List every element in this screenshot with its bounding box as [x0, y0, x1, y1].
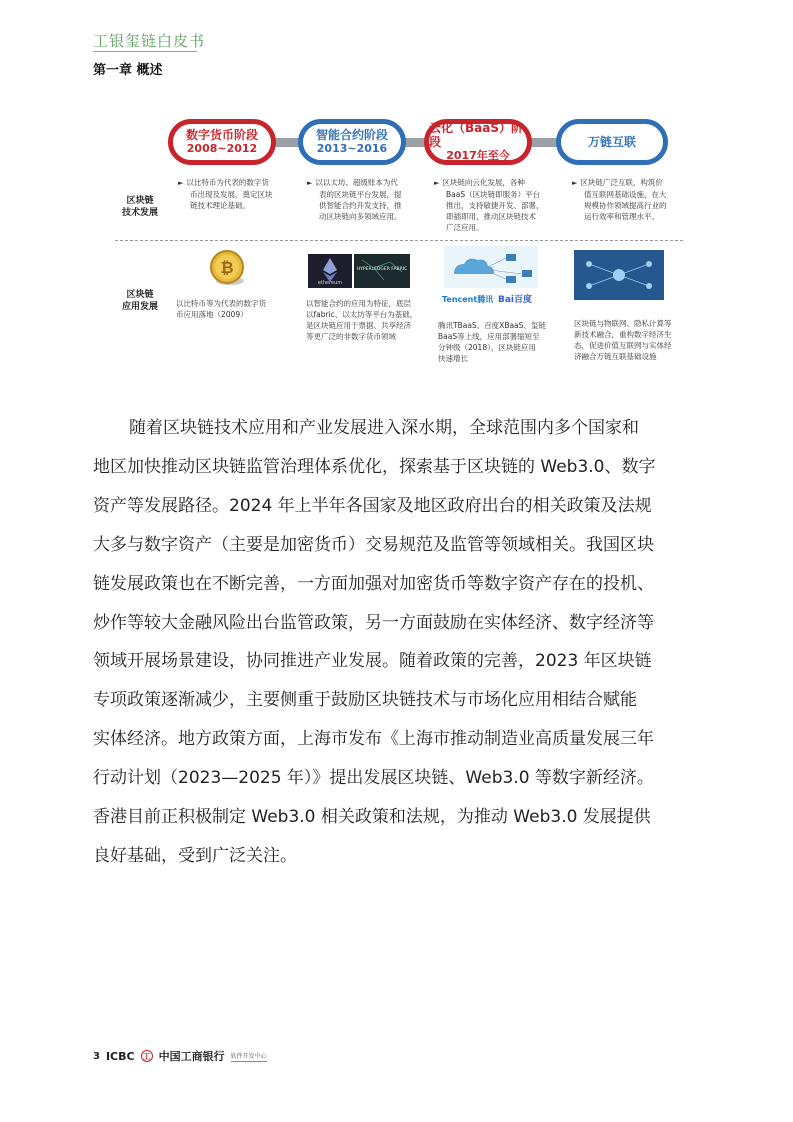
text-line: 以比特币为代表的数字货: [186, 178, 269, 187]
body-line: 随着区块链技术应用和产业发展进入深水期，全球范围内多个国家和: [129, 418, 639, 438]
body-line: 领域开展场景建设，协同推进产业发展。随着政策的完善，2023 年区块链: [93, 651, 652, 672]
text-line: 币出现及发展，奠定区块: [190, 190, 273, 199]
cloud-network-image: [444, 246, 538, 288]
stage-capsule-3: [424, 119, 532, 165]
hyperledger-logo-image: [354, 254, 410, 288]
text-line: 分钟级（2018），区块链应用: [438, 343, 536, 352]
label-line: 区块链: [126, 290, 154, 300]
stage-capsule-4: [556, 119, 668, 165]
text-line: 运行效率和管理水平。: [584, 212, 659, 221]
body-line: 地区加快推动区块链监管治理体系优化，探索基于区块链的 Web3.0、数字: [93, 456, 656, 477]
text-line: 广泛应用。: [446, 223, 484, 232]
department-name: 软件开发中心: [230, 1052, 267, 1060]
triangle-right-icon: ►: [572, 179, 578, 187]
triangle-right-icon: ►: [434, 179, 440, 187]
tech-text-1: [178, 177, 296, 211]
app-text-4: [574, 318, 698, 362]
triangle-right-icon: ►: [307, 179, 313, 187]
body-line: 实体经济。地方政策方面，上海市发布《上海市推动制造业高质量发展三年: [93, 729, 654, 750]
text-line: 是区块链应用于票据、共享经济: [306, 321, 411, 330]
text-line: 区块链广泛互联，构筑价: [580, 178, 663, 187]
app-text-3: [438, 320, 562, 364]
text-line: 值互联网基础设施，在大: [584, 190, 667, 199]
page-number: 3: [93, 1050, 100, 1062]
bank-name: 中国工商银行: [158, 1050, 225, 1063]
internet-of-value-image: [574, 250, 664, 300]
tech-text-4: [572, 177, 690, 222]
text-line: 区块链与物联网、隐私计算等: [574, 319, 672, 328]
text-line: 以fabric、以太坊等平台为基础，: [306, 310, 418, 319]
text-line: 区块链向云化发展，各种: [442, 178, 525, 187]
body-line: 大多与数字资产（主要是加密货币）交易规范及监管等领域相关。我国区块: [93, 534, 654, 555]
text-line: 即插即用，推动区块链技术: [446, 212, 536, 221]
stage-capsule-2: [298, 119, 406, 165]
stage-title: 智能合约阶段: [315, 128, 388, 142]
bitcoin-coin-image: [208, 249, 246, 287]
stage-capsule-1: [168, 119, 276, 165]
body-paragraph: [93, 409, 700, 876]
triangle-right-icon: ►: [178, 179, 184, 187]
text-line: 规模协作领域提高行业的: [584, 201, 667, 210]
header-title: 工银玺链白皮书: [93, 32, 206, 50]
app-row-label: [118, 289, 162, 313]
ethereum-logo-image: [308, 254, 352, 288]
stage-title: 数字货币阶段: [185, 128, 258, 142]
text-line: 以以太坊、超级账本为代: [315, 178, 398, 187]
text-line: 等更广泛的非数字货币领域: [306, 332, 396, 341]
baidu-logo: Bai百度: [498, 295, 533, 305]
text-line: 表的区块链平台发展，提: [319, 190, 402, 199]
tech-text-2: [307, 177, 425, 222]
header-underline: [93, 51, 197, 52]
text-line: 济融合万链互联基础设施: [574, 352, 657, 361]
app-text-1: [176, 298, 296, 320]
app-text-2: [306, 298, 436, 342]
label-line: 应用发展: [121, 302, 158, 312]
body-line: 炒作等较大金融风险出台监管政策，另一方面鼓励在实体经济、数字经济等: [93, 612, 654, 633]
text-line: 快速增长: [438, 354, 468, 363]
stage-years: 2013~2016: [316, 142, 388, 155]
tech-text-3: [434, 177, 558, 233]
text-line: 链技术理论基础。: [190, 201, 250, 210]
body-line: 链发展政策也在不断完善，一方面加强对加密货币等数字资产存在的投机、: [93, 573, 654, 594]
text-line: 以比特币等为代表的数字货: [176, 299, 266, 308]
text-line: 以智能合约的应用为特征，底层: [306, 299, 411, 308]
text-line: 动区块链向多领域应用。: [319, 212, 402, 221]
body-line: 良好基础，受到广泛关注。: [93, 845, 297, 866]
hyperledger-text: HYPERLEDGER FABRIC: [356, 267, 408, 272]
label-line: 区块链: [126, 196, 154, 206]
tech-row-label: [118, 195, 162, 219]
stage-title: 万链互联: [587, 135, 636, 149]
icbc-brand: ICBC: [105, 1049, 135, 1063]
stage-years: 2008~2012: [186, 142, 258, 155]
body-line: 专项政策逐渐减少，主要侧重于鼓励区块链技术与市场化应用相结合赋能: [93, 690, 637, 711]
bitcoin-symbol: ₿: [220, 258, 234, 277]
icbc-logo-icon: 工: [142, 1051, 151, 1061]
label-line: 技术发展: [121, 208, 158, 218]
body-line: 香港目前正积极制定 Web3.0 相关政策和法规，为推动 Web3.0 发展提供: [93, 807, 651, 828]
text-line: BaaS等上线，应用部署缩短至: [438, 332, 540, 341]
stage-title: 云化（BaaS）阶段: [429, 121, 523, 149]
chapter-title: 第一章 概述: [93, 63, 163, 78]
ethereum-text: ethereum: [317, 280, 343, 286]
text-line: BaaS（区块链即服务）平台: [446, 190, 541, 199]
text-line: 腾讯TBaaS、百度XBaaS、玺链: [438, 321, 546, 330]
text-line: 供智能合约开发支持，推: [319, 201, 402, 210]
text-line: 态，促进价值互联网与实体经: [574, 341, 672, 350]
text-line: 新技术融合，重构数字经济生: [574, 330, 672, 339]
page-footer: [93, 1048, 267, 1064]
dashed-divider: [115, 240, 683, 241]
body-line: 资产等发展路径。2024 年上半年各国家及地区政府出台的相关政策及法规: [93, 495, 652, 516]
tencent-logo: Tencent腾讯: [442, 295, 494, 304]
stage-years: 2017年至今: [446, 149, 510, 162]
text-line: 推出，支持敏捷开发、部署，: [446, 201, 544, 210]
body-line: 行动计划（2023—2025 年）》提出发展区块链、Web3.0 等数字新经济。: [93, 768, 654, 789]
text-line: 币应用落地（2009）: [176, 310, 248, 319]
